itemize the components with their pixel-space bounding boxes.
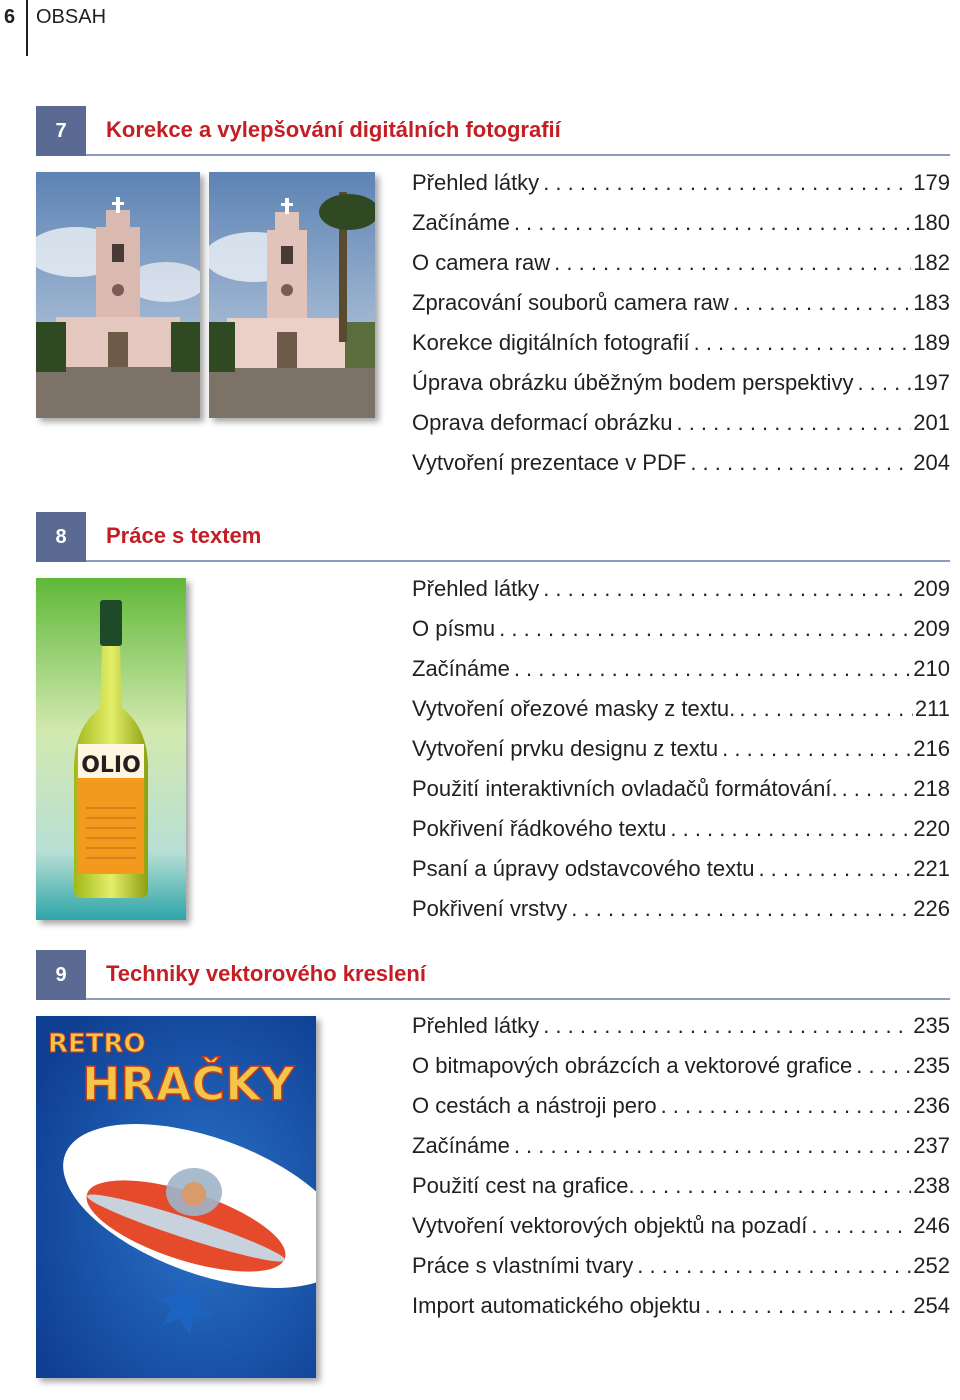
toc-entry-label: O písmu <box>412 616 496 641</box>
toc-entry[interactable] <box>412 1046 950 1086</box>
toc-entry-label: Vytvoření ořezové masky z textu. <box>412 696 736 721</box>
toc-entry[interactable] <box>412 163 950 203</box>
chapter-7-toc <box>412 163 950 483</box>
toc-entry-page: 183 <box>913 290 950 315</box>
toc-entry-label: O cestách a nástroji pero <box>412 1093 657 1118</box>
toc-entry-label: Pokřivení vrstvy <box>412 896 568 921</box>
dot-leader <box>543 1006 911 1046</box>
toc-entry[interactable] <box>412 609 950 649</box>
poster-title-hracky: HRAČKY <box>82 1057 295 1111</box>
toc-entry[interactable] <box>412 1246 950 1286</box>
dot-leader <box>543 163 911 203</box>
dot-leader <box>670 809 911 849</box>
church-photo-before <box>36 172 200 418</box>
dot-leader <box>554 243 911 283</box>
toc-entry-page: 246 <box>913 1213 950 1238</box>
toc-entry-page: 220 <box>913 816 950 841</box>
toc-entry[interactable] <box>412 689 950 729</box>
dot-leader <box>842 769 912 809</box>
dot-leader <box>514 203 911 243</box>
toc-entry-page: 235 <box>913 1013 950 1038</box>
dot-leader <box>499 609 911 649</box>
toc-entry-label: Přehled látky <box>412 1013 540 1038</box>
toc-entry[interactable] <box>412 403 950 443</box>
toc-entry-page: 252 <box>913 1253 950 1278</box>
toc-entry-label: Korekce digitálních fotografií <box>412 330 690 355</box>
olive-oil-bottle-image <box>36 578 186 920</box>
chapter-title[interactable]: Techniky vektorového kreslení <box>106 961 426 986</box>
toc-entry[interactable] <box>412 283 950 323</box>
toc-entry-page: 218 <box>913 776 950 801</box>
toc-entry-page: 209 <box>913 616 950 641</box>
dot-leader <box>571 889 911 929</box>
toc-entry-label: Úprava obrázku úběžným bodem perspektivy <box>412 370 854 395</box>
dot-leader <box>739 689 913 729</box>
toc-entry-page: 235 <box>913 1053 950 1078</box>
chapter-9-toc <box>412 1006 950 1326</box>
dot-leader <box>722 729 911 769</box>
toc-entry[interactable] <box>412 1126 950 1166</box>
dot-leader <box>514 1126 911 1166</box>
toc-entry-page: 226 <box>913 896 950 921</box>
toc-entry-label: Začínáme <box>412 1133 510 1158</box>
toc-entry-page: 180 <box>913 210 950 235</box>
chapter-number-box: 9 <box>36 950 86 1000</box>
toc-entry-label: Přehled látky <box>412 170 540 195</box>
header-divider <box>26 0 28 56</box>
toc-entry-label: Oprava deformací obrázku <box>412 410 673 435</box>
dot-leader <box>514 649 911 689</box>
toc-entry-label: Začínáme <box>412 656 510 681</box>
toc-entry-page: 179 <box>913 170 950 195</box>
dot-leader <box>676 403 911 443</box>
retro-toys-poster-image <box>36 1016 316 1378</box>
poster-title-retro: RETRO <box>48 1029 146 1059</box>
chapter-number-box: 7 <box>36 106 86 156</box>
toc-entry[interactable] <box>412 649 950 689</box>
toc-entry[interactable] <box>412 1006 950 1046</box>
dot-leader <box>811 1206 911 1246</box>
toc-entry-page: 209 <box>913 576 950 601</box>
toc-entry-label: Přehled látky <box>412 576 540 601</box>
chapter-8-heading <box>36 512 950 562</box>
toc-entry-label: O bitmapových obrázcích a vektorové grafice <box>412 1053 853 1078</box>
toc-entry-page: 221 <box>913 856 950 881</box>
dot-leader <box>694 323 912 363</box>
toc-entry[interactable] <box>412 1206 950 1246</box>
toc-entry[interactable] <box>412 323 950 363</box>
chapter-title[interactable]: Korekce a vylepšování digitálních fotografií <box>106 117 561 142</box>
toc-entry-label: Psaní a úpravy odstavcového textu <box>412 856 755 881</box>
toc-entry[interactable] <box>412 443 950 483</box>
toc-entry-label: Vytvoření vektorových objektů na pozadí <box>412 1213 808 1238</box>
chapter-title[interactable]: Práce s textem <box>106 523 262 548</box>
toc-entry-page: 210 <box>913 656 950 681</box>
toc-entry[interactable] <box>412 729 950 769</box>
chapter-9-heading <box>36 950 950 1000</box>
toc-entry-page: 236 <box>913 1093 950 1118</box>
toc-entry[interactable] <box>412 569 950 609</box>
toc-entry[interactable] <box>412 769 950 809</box>
toc-entry-label: Zpracování souborů camera raw <box>412 290 729 315</box>
toc-entry-page: 204 <box>913 450 950 475</box>
toc-entry[interactable] <box>412 809 950 849</box>
bottle-label-text: OLIO <box>81 753 141 778</box>
toc-entry[interactable] <box>412 203 950 243</box>
dot-leader <box>639 1166 912 1206</box>
toc-entry-label: Použití cest na grafice. <box>412 1173 635 1198</box>
toc-entry-label: Pokřivení řádkového textu <box>412 816 667 841</box>
toc-entry[interactable] <box>412 243 950 283</box>
toc-entry-label: Vytvoření prezentace v PDF <box>412 450 687 475</box>
chapter-8-toc <box>412 569 950 929</box>
dot-leader <box>856 1046 911 1086</box>
toc-entry-page: 201 <box>913 410 950 435</box>
toc-entry-page: 237 <box>913 1133 950 1158</box>
toc-entry-label: O camera raw <box>412 250 551 275</box>
toc-entry[interactable] <box>412 889 950 929</box>
dot-leader <box>733 283 912 323</box>
toc-entry-label: Import automatického objektu <box>412 1293 701 1318</box>
dot-leader <box>690 443 911 483</box>
toc-entry-page: 182 <box>913 250 950 275</box>
toc-entry-page: 197 <box>913 370 950 395</box>
dot-leader <box>705 1286 912 1326</box>
toc-entry-page: 254 <box>913 1293 950 1318</box>
dot-leader <box>637 1246 911 1286</box>
section-title: OBSAH <box>36 6 107 28</box>
page-number: 6 <box>4 6 16 28</box>
toc-entry-page: 211 <box>914 696 950 721</box>
dot-leader <box>661 1086 912 1126</box>
toc-entry-label: Použití interaktivních ovladačů formátování. <box>412 776 838 801</box>
toc-entry-label: Začínáme <box>412 210 510 235</box>
toc-entry-page: 238 <box>913 1173 950 1198</box>
toc-entry[interactable] <box>412 363 950 403</box>
chapter-7-heading <box>36 106 950 156</box>
toc-entry[interactable] <box>412 849 950 889</box>
toc-entry[interactable] <box>412 1166 950 1206</box>
toc-entry[interactable] <box>412 1086 950 1126</box>
toc-entry-label: Vytvoření prvku designu z textu <box>412 736 719 761</box>
dot-leader <box>543 569 911 609</box>
toc-entry-label: Práce s vlastními tvary <box>412 1253 634 1278</box>
church-photo-after <box>209 172 375 418</box>
toc-entry-page: 189 <box>913 330 950 355</box>
toc-entry-page: 216 <box>913 736 950 761</box>
dot-leader <box>857 363 911 403</box>
toc-entry[interactable] <box>412 1286 950 1326</box>
chapter-number-box: 8 <box>36 512 86 562</box>
dot-leader <box>758 849 911 889</box>
